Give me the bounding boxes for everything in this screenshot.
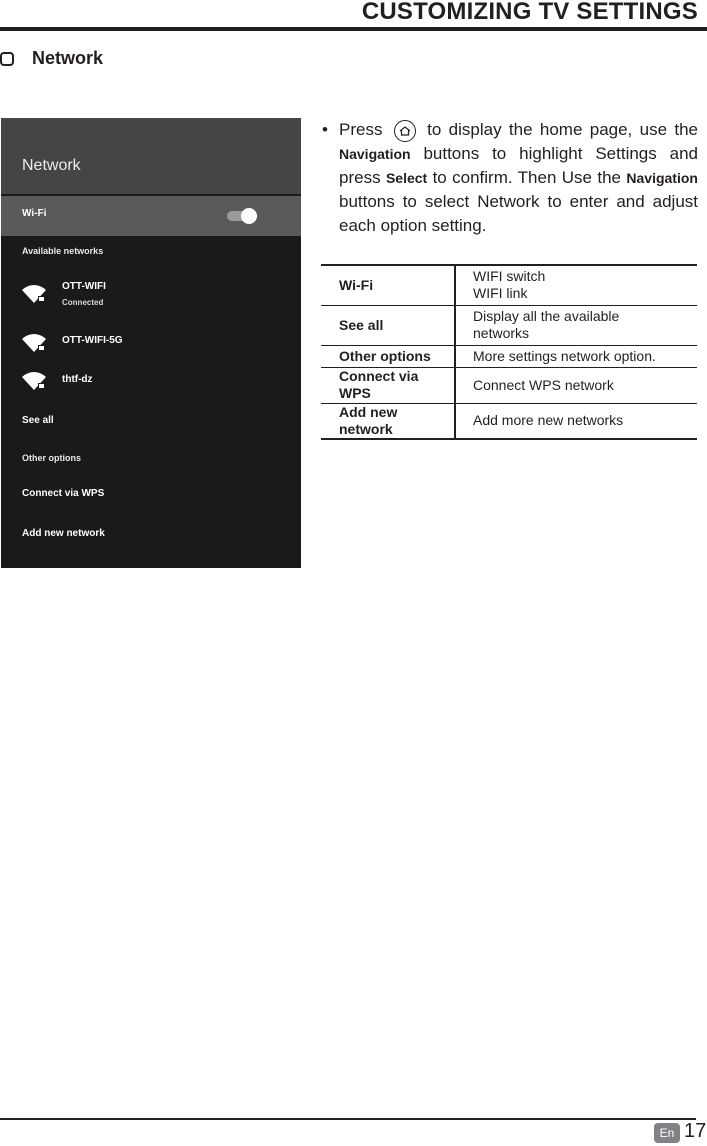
option-desc: Connect WPS network xyxy=(473,376,614,393)
option-name: Other options xyxy=(321,345,455,367)
instruction-text xyxy=(322,118,698,238)
option-name-line: WPS xyxy=(339,385,371,401)
table-row xyxy=(321,305,697,345)
wifi-locked-icon xyxy=(21,282,47,304)
options-table xyxy=(321,264,697,440)
instr-text: to display the home page, use the xyxy=(427,120,698,139)
option-desc-line: WIFI link xyxy=(473,285,528,302)
tv-wifi-label: Wi-Fi xyxy=(22,208,47,219)
wifi-locked-icon xyxy=(21,369,47,391)
navigation-keyword: Navigation xyxy=(626,170,698,186)
wifi-locked-icon xyxy=(21,331,47,353)
option-desc xyxy=(455,265,697,305)
tv-network-name[interactable]: thtf-dz xyxy=(62,374,93,385)
option-name-line: Add new xyxy=(339,403,398,420)
tv-add-network[interactable]: Add new network xyxy=(22,528,105,539)
tv-other-options[interactable]: Other options xyxy=(22,453,81,463)
section-checkbox-icon xyxy=(0,52,14,66)
table-row xyxy=(321,345,697,367)
select-keyword: Select xyxy=(385,170,428,186)
tv-network-name[interactable]: OTT-WIFI xyxy=(62,281,106,292)
tv-screenshot xyxy=(1,118,301,568)
wifi-toggle[interactable] xyxy=(227,211,253,221)
instr-text: buttons to highlight Settings and press xyxy=(339,144,698,187)
tv-see-all[interactable]: See all xyxy=(22,415,54,426)
tv-title-bar xyxy=(1,118,301,194)
table-row xyxy=(321,403,697,439)
option-name: See all xyxy=(321,305,455,345)
table-row xyxy=(321,265,697,305)
tv-available-networks-label: Available networks xyxy=(22,246,104,256)
tv-wifi-row[interactable] xyxy=(1,196,301,236)
option-name xyxy=(321,403,455,439)
navigation-keyword: Navigation xyxy=(339,146,411,162)
option-desc: Add more new networks xyxy=(473,412,624,429)
option-desc-line: WIFI switch xyxy=(473,268,546,285)
option-name: Wi-Fi xyxy=(321,265,455,305)
tv-network-name[interactable]: OTT-WIFI-5G xyxy=(62,335,123,346)
tv-network-status: Connected xyxy=(62,298,104,307)
section-heading: Network xyxy=(32,48,104,68)
tv-title: Network xyxy=(22,157,81,174)
instr-text: to confirm. Then Use the xyxy=(432,168,622,187)
page-number: 17 xyxy=(684,1120,707,1142)
option-name-line: Connect via xyxy=(339,368,419,384)
option-desc-line: Display all the available xyxy=(473,308,620,324)
instruction-paragraph xyxy=(339,118,698,238)
header-rule xyxy=(0,27,707,31)
option-name-line: network xyxy=(339,420,393,437)
page-header-title: CUSTOMIZING TV SETTINGS xyxy=(361,0,698,25)
toggle-knob xyxy=(241,208,257,224)
option-desc xyxy=(455,305,697,345)
bullet: • xyxy=(322,120,328,139)
footer-rule xyxy=(0,1118,696,1120)
option-name xyxy=(321,367,455,403)
option-desc-line: networks xyxy=(473,325,530,341)
instr-text: Press xyxy=(339,120,383,139)
language-badge: En xyxy=(654,1123,680,1143)
home-icon xyxy=(394,120,416,142)
option-desc: More settings network option. xyxy=(473,347,656,364)
tv-connect-wps[interactable]: Connect via WPS xyxy=(22,488,105,499)
table-row xyxy=(321,367,697,403)
instr-text: buttons to select Network to enter and adjust each option setting. xyxy=(339,192,698,235)
